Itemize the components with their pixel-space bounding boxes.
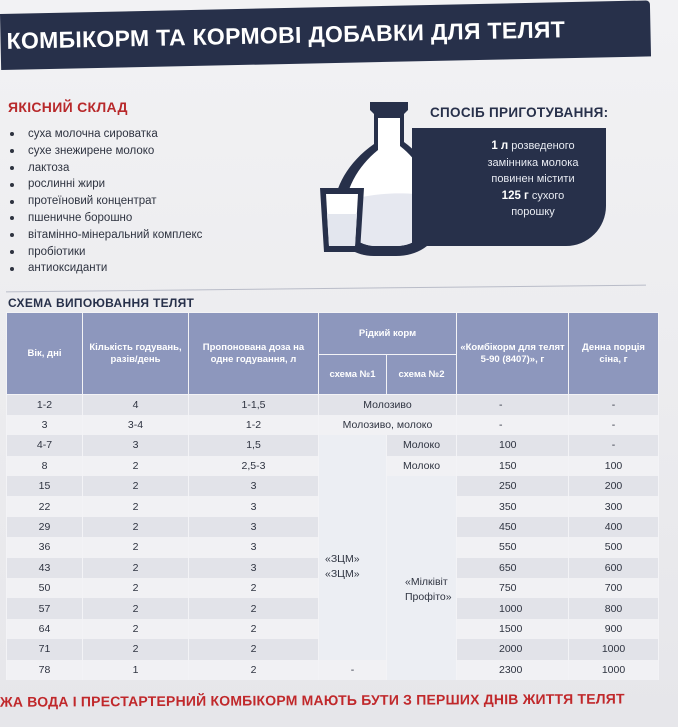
cell-hay: 200 xyxy=(569,476,659,496)
cell-dose: 1-2 xyxy=(189,415,319,435)
table-row xyxy=(7,395,659,415)
cell-age: 43 xyxy=(7,558,83,578)
ingredient-item xyxy=(10,160,202,177)
cell-liquid: Молозиво xyxy=(319,395,457,415)
cell-dose: 2 xyxy=(189,598,319,618)
ingredient-item xyxy=(10,210,202,227)
cell-dose: 2 xyxy=(189,660,319,680)
cell-dose: 3 xyxy=(189,496,319,516)
ingredients-list xyxy=(10,126,202,277)
cell-feedings: 2 xyxy=(83,517,189,537)
cell-kombikorm: 250 xyxy=(457,476,569,496)
cell-kombikorm: 150 xyxy=(457,456,569,476)
cell-dose: 2 xyxy=(189,639,319,659)
cell-age: 8 xyxy=(7,456,83,476)
cell-scheme1: - xyxy=(319,660,387,680)
cell-feedings: 2 xyxy=(83,619,189,639)
cell-kombikorm: 2300 xyxy=(457,660,569,680)
preparation-text xyxy=(468,138,598,221)
cell-dose: 3 xyxy=(189,558,319,578)
ingredient-label: протеїновий концентрат xyxy=(28,195,157,208)
table-row xyxy=(7,435,659,455)
cell-dose: 2,5-3 xyxy=(189,456,319,476)
cell-dose: 1-1,5 xyxy=(189,395,319,415)
cell-feedings: 2 xyxy=(83,456,189,476)
cell-age: 57 xyxy=(7,598,83,618)
schedule-table-wrap xyxy=(6,312,658,680)
prep-volume: 1 л xyxy=(491,140,509,152)
cell-feedings: 1 xyxy=(83,660,189,680)
bullet-icon xyxy=(10,250,14,254)
cell-feedings: 4 xyxy=(83,395,189,415)
ingredient-item xyxy=(10,126,202,143)
ingredient-item xyxy=(10,244,202,261)
ingredient-label: суха молочна сироватка xyxy=(28,128,158,140)
cell-feedings: 2 xyxy=(83,578,189,598)
bullet-icon xyxy=(10,132,14,136)
ingredient-item xyxy=(10,143,202,160)
footer-note: ЖА ВОДА І ПРЕСТАРТЕРНИЙ КОМБІКОРМ МАЮТЬ БУТИ З ПЕРШИХ ДНІВ ЖИТТЯ ТЕЛЯТ xyxy=(0,690,625,710)
scheme2-product: «Мілківіт Профіто» xyxy=(405,576,452,604)
cell-dose: 3 xyxy=(189,476,319,496)
composition-title: ЯКІСНИЙ СКЛАД xyxy=(8,99,128,115)
header-hay: Денна порція сіна, г xyxy=(569,313,659,395)
bullet-icon xyxy=(10,267,14,271)
schedule-body xyxy=(7,395,659,680)
header-feedings: Кількість годувань, разів/день xyxy=(83,313,189,395)
prep-weight: 125 г xyxy=(501,189,529,202)
cell-hay: 300 xyxy=(569,496,659,516)
cell-liquid: Молозиво, молоко xyxy=(319,415,457,435)
cell-hay: - xyxy=(569,395,659,415)
ingredient-label: лактоза xyxy=(28,161,70,174)
header-scheme2: схема №2 xyxy=(387,355,457,395)
header-kombikorm: «Комбікорм для телят 5-90 (8407)», г xyxy=(457,313,569,395)
schedule-title: СХЕМА ВИПОЮВАННЯ ТЕЛЯТ xyxy=(8,296,195,310)
cell-dose: 1,5 xyxy=(189,435,319,455)
preparation-box xyxy=(430,128,606,246)
ingredient-label: антиоксиданти xyxy=(28,262,108,275)
header-banner xyxy=(0,0,651,70)
cell-kombikorm: 450 xyxy=(457,517,569,537)
prep-line5: порошку xyxy=(511,206,555,218)
cell-kombikorm: 2000 xyxy=(457,639,569,659)
cell-feedings: 2 xyxy=(83,496,189,516)
cell-kombikorm: 1500 xyxy=(457,619,569,639)
cell-dose: 3 xyxy=(189,537,319,557)
header-scheme1: схема №1 xyxy=(319,355,387,395)
cell-age: 29 xyxy=(7,517,83,537)
cell-kombikorm: 1000 xyxy=(457,598,569,618)
cell-hay: - xyxy=(569,435,659,455)
cell-hay: 1000 xyxy=(569,639,659,659)
cell-age: 50 xyxy=(7,578,83,598)
schedule-table xyxy=(6,312,659,680)
table-row xyxy=(7,415,659,435)
cell-kombikorm: - xyxy=(457,395,569,415)
cell-age: 71 xyxy=(7,639,83,659)
prep-line3: повинен містити xyxy=(491,173,575,185)
cell-feedings: 2 xyxy=(83,598,189,618)
scheme1-product: «ЗЦМ» «ЗЦМ» xyxy=(325,553,360,581)
header-dose: Пропонована доза на одне годування, л xyxy=(189,313,319,395)
cell-kombikorm: 350 xyxy=(457,496,569,516)
cell-dose: 2 xyxy=(189,619,319,639)
cell-hay: 600 xyxy=(569,558,659,578)
cell-hay: 900 xyxy=(569,619,659,639)
cell-hay: 500 xyxy=(569,537,659,557)
preparation-title: СПОСІБ ПРИГОТУВАННЯ: xyxy=(430,105,609,120)
ingredient-label: рослинні жири xyxy=(28,178,106,191)
cell-kombikorm: 750 xyxy=(457,578,569,598)
ingredient-label: пробіотики xyxy=(28,245,86,258)
prep-line1: розведеного xyxy=(508,140,575,152)
ingredient-item xyxy=(10,260,202,277)
cell-hay: 400 xyxy=(569,517,659,537)
cell-scheme2-merged xyxy=(387,476,457,680)
cell-age: 4-7 xyxy=(7,435,83,455)
cell-age: 3 xyxy=(7,415,83,435)
cell-feedings: 2 xyxy=(83,639,189,659)
bullet-icon xyxy=(10,166,14,170)
ingredient-item xyxy=(10,176,202,193)
section-divider xyxy=(6,285,646,293)
ingredient-label: вітамінно-мінеральний комплекс xyxy=(28,228,203,241)
cell-age: 22 xyxy=(7,496,83,516)
cell-kombikorm: - xyxy=(457,415,569,435)
cell-kombikorm: 550 xyxy=(457,537,569,557)
cell-feedings: 2 xyxy=(83,476,189,496)
cell-feedings: 2 xyxy=(83,537,189,557)
bullet-icon xyxy=(10,216,14,220)
ingredient-item xyxy=(10,193,202,210)
cell-feedings: 3 xyxy=(83,435,189,455)
header-liquid: Рідкий корм xyxy=(319,313,457,355)
cell-dose: 2 xyxy=(189,578,319,598)
ingredient-label: пшеничне борошно xyxy=(28,211,133,224)
cell-age: 64 xyxy=(7,619,83,639)
cell-feedings: 3-4 xyxy=(83,415,189,435)
bullet-icon xyxy=(10,200,14,204)
cell-scheme2: Молоко xyxy=(387,456,457,476)
cell-hay: - xyxy=(569,415,659,435)
cell-hay: 800 xyxy=(569,598,659,618)
cell-kombikorm: 100 xyxy=(457,435,569,455)
bullet-icon xyxy=(10,149,14,153)
cell-kombikorm: 650 xyxy=(457,558,569,578)
header-age: Вік, дні xyxy=(7,313,83,395)
prep-line2: замінника молока xyxy=(487,156,579,169)
cell-dose: 3 xyxy=(189,517,319,537)
cell-hay: 100 xyxy=(569,456,659,476)
cell-hay: 700 xyxy=(569,578,659,598)
bullet-icon xyxy=(10,233,14,237)
cell-hay: 1000 xyxy=(569,660,659,680)
cell-age: 78 xyxy=(7,660,83,680)
ingredient-item xyxy=(10,227,202,244)
cell-scheme2: Молоко xyxy=(387,435,457,455)
page-title: КОМБІКОРМ ТА КОРМОВІ ДОБАВКИ ДЛЯ ТЕЛЯТ xyxy=(6,16,566,54)
bullet-icon xyxy=(10,183,14,187)
cell-age: 36 xyxy=(7,537,83,557)
cell-age: 15 xyxy=(7,476,83,496)
prep-line4: сухого xyxy=(528,189,565,202)
cell-age: 1-2 xyxy=(7,395,83,415)
cell-scheme1-merged xyxy=(319,435,387,659)
table-row xyxy=(7,660,659,680)
cell-feedings: 2 xyxy=(83,558,189,578)
ingredient-label: сухе знежирене молоко xyxy=(28,144,155,157)
